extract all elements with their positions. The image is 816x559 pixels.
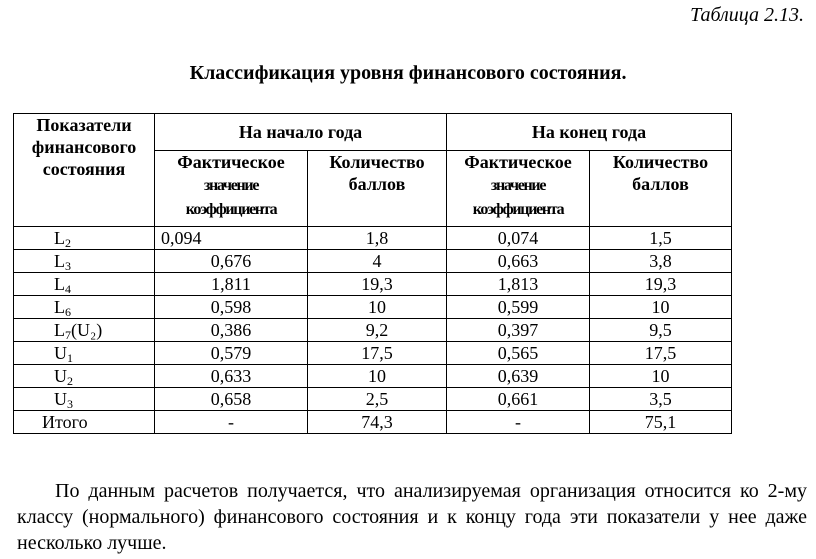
end-score: 10 xyxy=(590,296,732,319)
total-end-score: 75,1 xyxy=(590,411,732,434)
row-label xyxy=(14,319,155,342)
row-label xyxy=(14,296,155,319)
end-value: 1,813 xyxy=(447,273,590,296)
row-header-line: Показатели xyxy=(36,115,132,135)
table-row xyxy=(14,273,732,296)
end-value: 0,599 xyxy=(447,296,590,319)
start-value: 0,598 xyxy=(155,296,308,319)
table-row xyxy=(14,296,732,319)
row-label xyxy=(14,342,155,365)
start-value: 0,386 xyxy=(155,319,308,342)
total-start-score: 74,3 xyxy=(308,411,447,434)
row-header-cell xyxy=(14,114,155,227)
start-value: 0,094 xyxy=(155,227,308,250)
row-label xyxy=(14,388,155,411)
start-score: 4 xyxy=(308,250,447,273)
row-header-line: состояния xyxy=(42,159,126,179)
end-score: 10 xyxy=(590,365,732,388)
end-value: 0,661 xyxy=(447,388,590,411)
start-score: 9,2 xyxy=(308,319,447,342)
table-row xyxy=(14,319,732,342)
indicator-suffix: (U₂) xyxy=(71,320,103,340)
indicator-subscript: 1 xyxy=(67,351,73,365)
group-header-start: На начало года xyxy=(155,114,447,151)
header-line: баллов xyxy=(632,174,689,194)
table-body xyxy=(14,227,732,411)
header-line: коэффициента xyxy=(472,201,564,218)
end-score: 19,3 xyxy=(590,273,732,296)
end-value: 0,639 xyxy=(447,365,590,388)
indicator-symbol: L xyxy=(54,297,65,317)
indicator-symbol: L xyxy=(54,228,65,248)
total-start-value: - xyxy=(155,411,308,434)
start-score: 10 xyxy=(308,365,447,388)
table-header-row xyxy=(14,114,732,151)
table-row xyxy=(14,342,732,365)
end-score: 3,5 xyxy=(590,388,732,411)
document-title: Классификация уровня финансового состояния. xyxy=(189,62,627,84)
table-caption: Таблица 2.13. xyxy=(690,4,804,26)
indicator-subscript: 7 xyxy=(65,328,71,342)
table-total-row xyxy=(14,411,732,434)
fact-value-header-end xyxy=(447,151,590,227)
row-label xyxy=(14,365,155,388)
indicator-subscript: 6 xyxy=(65,305,71,319)
start-value: 0,579 xyxy=(155,342,308,365)
indicator-symbol: U xyxy=(54,389,67,409)
group-header-end: На конец года xyxy=(447,114,732,151)
indicator-symbol: L xyxy=(54,251,65,271)
fact-value-header-start xyxy=(155,151,308,227)
end-value: 0,074 xyxy=(447,227,590,250)
header-line: баллов xyxy=(348,174,406,194)
row-label xyxy=(14,250,155,273)
table-row xyxy=(14,250,732,273)
start-score: 2,5 xyxy=(308,388,447,411)
row-label xyxy=(14,227,155,250)
start-score: 19,3 xyxy=(308,273,447,296)
end-value: 0,565 xyxy=(447,342,590,365)
start-value: 0,658 xyxy=(155,388,308,411)
indicator-symbol: L xyxy=(54,274,65,294)
header-line: Фактическое xyxy=(464,152,572,172)
row-header-line: финансового xyxy=(31,137,137,157)
indicator-subscript: 4 xyxy=(65,282,71,296)
indicator-subscript: 2 xyxy=(67,374,73,388)
indicator-symbol: U xyxy=(54,366,67,386)
indicator-subscript: 2 xyxy=(65,236,71,250)
end-score: 1,5 xyxy=(590,227,732,250)
end-value: 0,663 xyxy=(447,250,590,273)
end-score: 9,5 xyxy=(590,319,732,342)
start-score: 17,5 xyxy=(308,342,447,365)
table-row xyxy=(14,365,732,388)
total-label: Итого xyxy=(14,411,155,434)
end-score: 3,8 xyxy=(590,250,732,273)
table-row xyxy=(14,388,732,411)
header-line: Количество xyxy=(329,152,425,172)
start-value: 0,633 xyxy=(155,365,308,388)
total-end-value: - xyxy=(447,411,590,434)
score-header-end xyxy=(590,151,732,227)
end-value: 0,397 xyxy=(447,319,590,342)
row-label xyxy=(14,273,155,296)
start-value: 0,676 xyxy=(155,250,308,273)
conclusion-paragraph: По данным расчетов получается, что анализируемая организация относится ко 2-му классу (нормального) финансового состояния и к концу года эти показатели у нее даже несколько лучше. xyxy=(17,480,807,554)
indicator-subscript: 3 xyxy=(67,397,73,411)
header-line: значение xyxy=(203,177,259,194)
header-line: значение xyxy=(490,177,546,194)
start-score: 10 xyxy=(308,296,447,319)
header-line: Фактическое xyxy=(177,152,285,172)
financial-classification-table xyxy=(13,113,732,434)
header-line: коэффициента xyxy=(185,201,277,218)
indicator-symbol: L xyxy=(54,320,65,340)
start-value: 1,811 xyxy=(155,273,308,296)
indicator-subscript: 3 xyxy=(65,259,71,273)
score-header-start xyxy=(308,151,447,227)
header-line: Количество xyxy=(612,152,709,172)
end-score: 17,5 xyxy=(590,342,732,365)
table-row xyxy=(14,227,732,250)
indicator-symbol: U xyxy=(54,343,67,363)
start-score: 1,8 xyxy=(308,227,447,250)
